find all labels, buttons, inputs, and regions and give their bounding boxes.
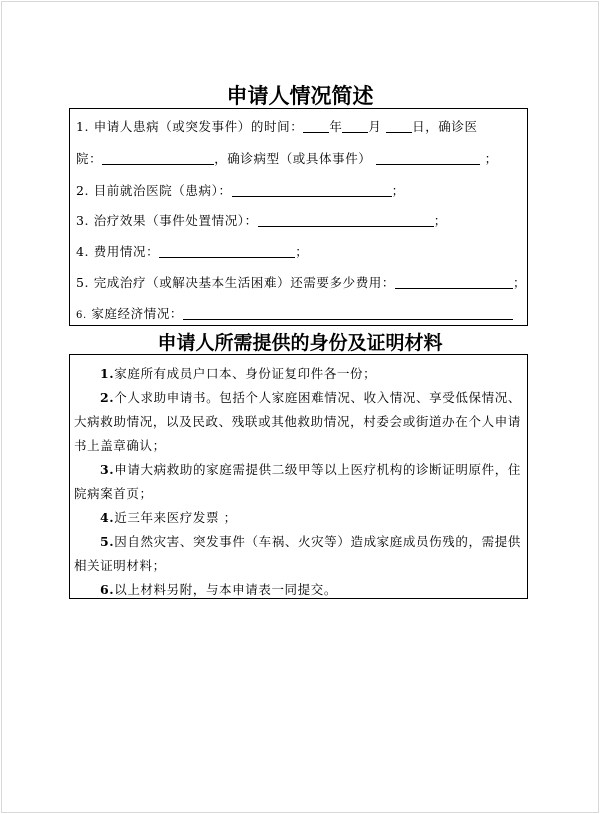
diagnosis-blank[interactable] [376, 150, 480, 165]
q3-line [76, 211, 521, 229]
q1-cont-line [76, 149, 521, 167]
q6-line [76, 304, 521, 322]
day-tail: 日，确诊医 [412, 119, 478, 134]
q2-line [76, 181, 521, 199]
section1-title: 申请人情况简述 [226, 83, 374, 108]
q5-end: ； [513, 275, 527, 290]
q1-line [76, 117, 521, 135]
q4-blank[interactable] [159, 243, 295, 258]
material-item-5: 5.因自然灾害、突发事件（车祸、火灾等）造成家庭成员伤残的，需提供相关证明材料； [74, 534, 521, 573]
hospital-label: 院： [76, 151, 103, 166]
q2-blank[interactable] [232, 182, 392, 197]
q2-end: ； [391, 183, 405, 198]
material-item-3: 3.申请大病救助的家庭需提供二级甲等以上医疗机构的诊断证明原件，住院病案首页； [74, 462, 521, 501]
q6-label: 家庭经济情况： [91, 306, 184, 321]
q2-label: 2. 目前就治医院（患病）： [76, 183, 232, 198]
q1-label: 1. 申请人患病（或突发事件）的时间： [76, 119, 304, 134]
q4-end: ； [295, 244, 309, 259]
year-label: 年 [329, 119, 343, 134]
material-item-4: 4.近三年来医疗发票 ； [100, 510, 237, 525]
q6-num: 6. [76, 310, 87, 321]
year-blank[interactable] [303, 118, 329, 133]
q5-blank[interactable] [395, 274, 513, 289]
q1-end: ； [484, 151, 498, 166]
q6-blank[interactable] [183, 305, 513, 320]
material-item-1: 1.家庭所有成员户口本、身份证复印件各一份； [100, 366, 377, 381]
diagnosis-label: ，确诊病型（或具体事件） [214, 151, 372, 166]
day-blank[interactable] [386, 118, 412, 133]
q4-label: 4. 费用情况： [76, 244, 160, 259]
hospital-blank[interactable] [102, 150, 214, 165]
q4-line [76, 242, 521, 260]
q3-label: 3. 治疗效果（事件处置情况）： [76, 213, 258, 228]
required-materials-box [69, 354, 528, 599]
month-label: 月 [368, 119, 382, 134]
q3-blank[interactable] [258, 212, 434, 227]
month-blank[interactable] [342, 118, 368, 133]
section2-title: 申请人所需提供的身份及证明材料 [157, 332, 443, 354]
material-item-6: 6.以上材料另附，与本申请表一同提交。 [100, 582, 337, 597]
applicant-info-box [69, 108, 528, 326]
q5-label: 5. 完成治疗（或解决基本生活困难）还需要多少费用： [76, 275, 396, 290]
q3-end: ； [433, 213, 447, 228]
q5-line [76, 273, 527, 291]
material-item-2: 2.个人求助申请书。包括个人家庭困难情况、收入情况、享受低保情况、大病救助情况，以及民政、残联或其他救助情况，村委会或街道办在个人申请书上盖章确认； [74, 390, 521, 453]
